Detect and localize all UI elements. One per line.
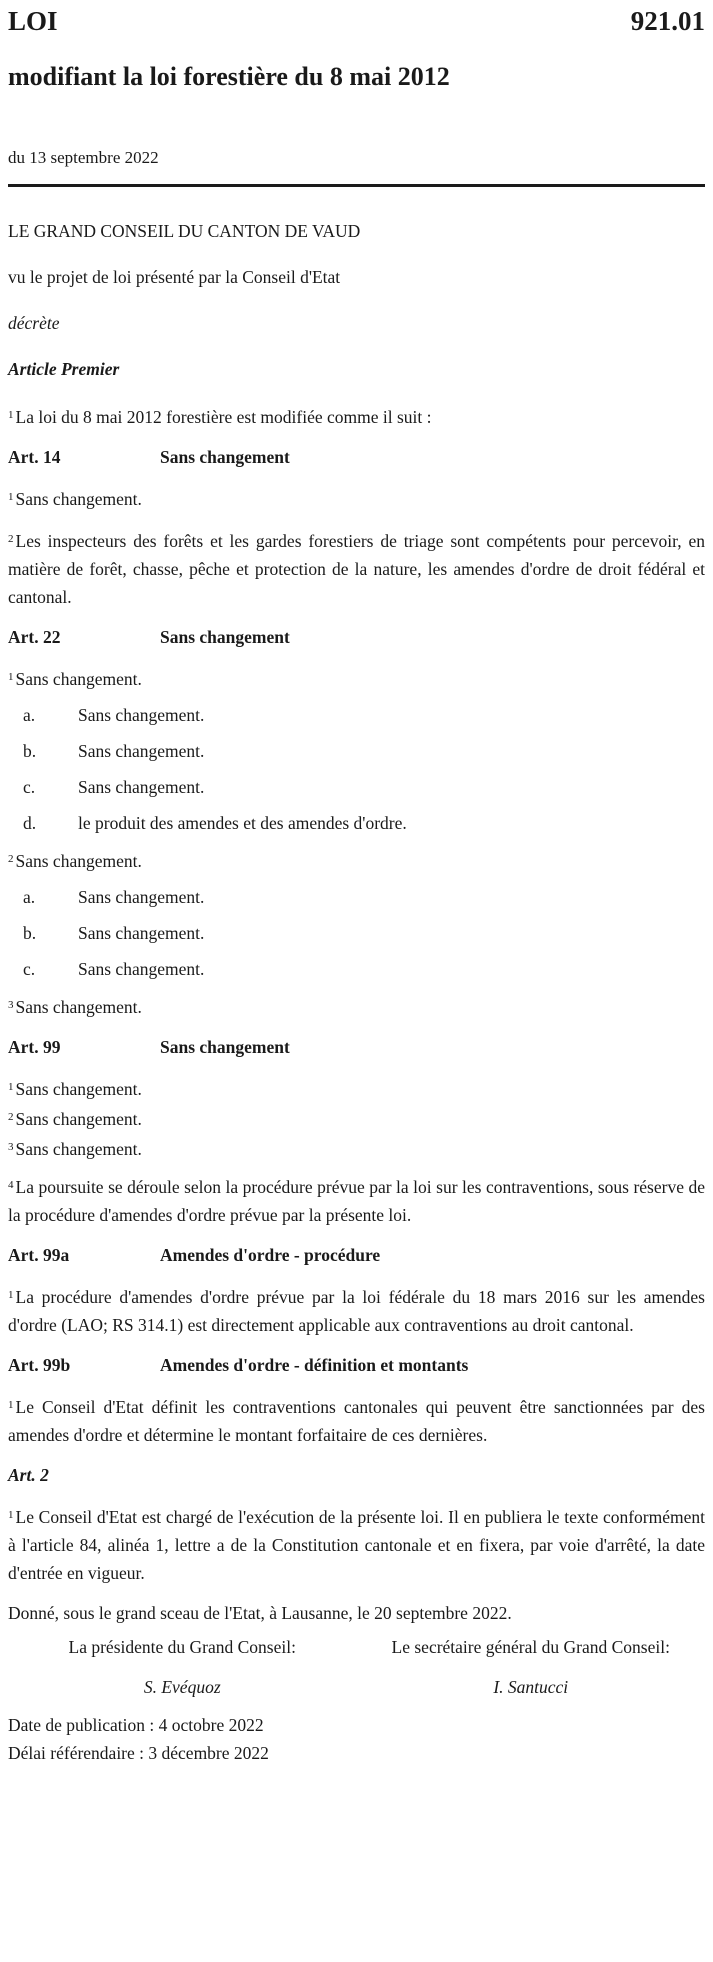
- referendum-deadline: Délai référendaire : 3 décembre 2022: [8, 1743, 269, 1763]
- preamble-decrete: décrète: [8, 313, 60, 333]
- list-item: c. Sans changement.: [23, 959, 205, 979]
- art-14-heading: Art. 14 Sans changement: [8, 447, 290, 467]
- art-99a-heading: Art. 99a Amendes d'ordre - procédure: [8, 1245, 381, 1265]
- list-item: b. Sans changement.: [23, 923, 205, 943]
- document-type: LOI: [8, 6, 58, 36]
- signature-roles: [8, 1633, 705, 1661]
- art-99-al3: $^3$ Sans changement.: [8, 1139, 142, 1159]
- art-99-al2: $^2$ Sans changement.: [8, 1109, 142, 1129]
- art-22-heading: Art. 22 Sans changement: [8, 627, 290, 647]
- header-rule: [8, 184, 705, 187]
- list-item: d. le produit des amendes et des amendes d'ordre.: [23, 813, 407, 833]
- art-99-al1: $^1$ Sans changement.: [8, 1079, 142, 1099]
- article-premier-heading: Article Premier: [8, 359, 120, 379]
- article-premier-text: $^1$ La loi du 8 mai 2012 forestière est modifiée comme il suit :: [8, 407, 432, 427]
- art-99-al4: $^4$ La poursuite se déroule selon la procédure prévue par la loi sur les contraventions, sous réserve de la procédure d'amendes d'ordre prévue par la présente loi.: [8, 1177, 705, 1225]
- list-item: a. Sans changement.: [23, 705, 205, 725]
- art-99b-al1: $^1$ Le Conseil d'Etat définit les contraventions cantonales qui peuvent être sanctionnées par des amendes d'ordre et détermine le montant forfaitaire de ces dernières.: [8, 1397, 705, 1445]
- document-header: [8, 0, 705, 60]
- president-name: S. Evéquoz: [143, 1677, 221, 1697]
- art-14-al2: $^2$ Les inspecteurs des forêts et les gardes forestiers de triage sont compétents pour percevoir, en matière de forêt, chasse, pêche et protection de la nature, les amendes d'ordre de droit fédéral et cantonal.: [8, 531, 705, 607]
- art-99a-al1: $^1$ La procédure d'amendes d'ordre prévue par la loi fédérale du 18 mars 2016 sur les amendes d'ordre (LAO; RS 314.1) est directement applicable aux contraventions au droit cantonal.: [8, 1287, 705, 1335]
- law-document: [8, 0, 705, 1767]
- secretary-role: Le secrétaire général du Grand Conseil:: [391, 1637, 670, 1657]
- preamble-vu: vu le projet de loi présenté par la Conseil d'Etat: [8, 267, 341, 287]
- art-22-al2: $^2$ Sans changement.: [8, 851, 142, 871]
- publication-date: Date de publication : 4 octobre 2022: [8, 1715, 264, 1735]
- given-statement: Donné, sous le grand sceau de l'Etat, à Lausanne, le 20 septembre 2022.: [8, 1603, 512, 1623]
- art-2-heading: Art. 2: [8, 1465, 49, 1485]
- list-item: c. Sans changement.: [23, 777, 205, 797]
- art-2-al1: $^1$ Le Conseil d'Etat est chargé de l'exécution de la présente loi. Il en publiera le texte conformément à l'article 84, alinéa 1, lettre a de la Constitution cantonale et en fixera, par voie d'arrêté, la date d'entrée en vigueur.: [8, 1507, 705, 1583]
- document-date: du 13 septembre 2022: [8, 148, 159, 167]
- page-title: modifiant la loi forestière du 8 mai 2012: [8, 62, 450, 91]
- list-item: b. Sans changement.: [23, 741, 205, 761]
- document-number: 921.01: [630, 6, 705, 36]
- art-22-al3: $^3$ Sans changement.: [8, 997, 142, 1017]
- secretary-name: I. Santucci: [493, 1677, 569, 1697]
- signature-names: [8, 1673, 705, 1701]
- president-role: La présidente du Grand Conseil:: [68, 1637, 296, 1657]
- art-99-heading: Art. 99 Sans changement: [8, 1037, 290, 1057]
- art-99b-heading: Art. 99b Amendes d'ordre - définition et montants: [8, 1355, 469, 1375]
- list-item: a. Sans changement.: [23, 887, 205, 907]
- authority: LE GRAND CONSEIL DU CANTON DE VAUD: [8, 221, 361, 241]
- art-14-al1: $^1$ Sans changement.: [8, 489, 142, 509]
- art-22-al1: $^1$ Sans changement.: [8, 669, 142, 689]
